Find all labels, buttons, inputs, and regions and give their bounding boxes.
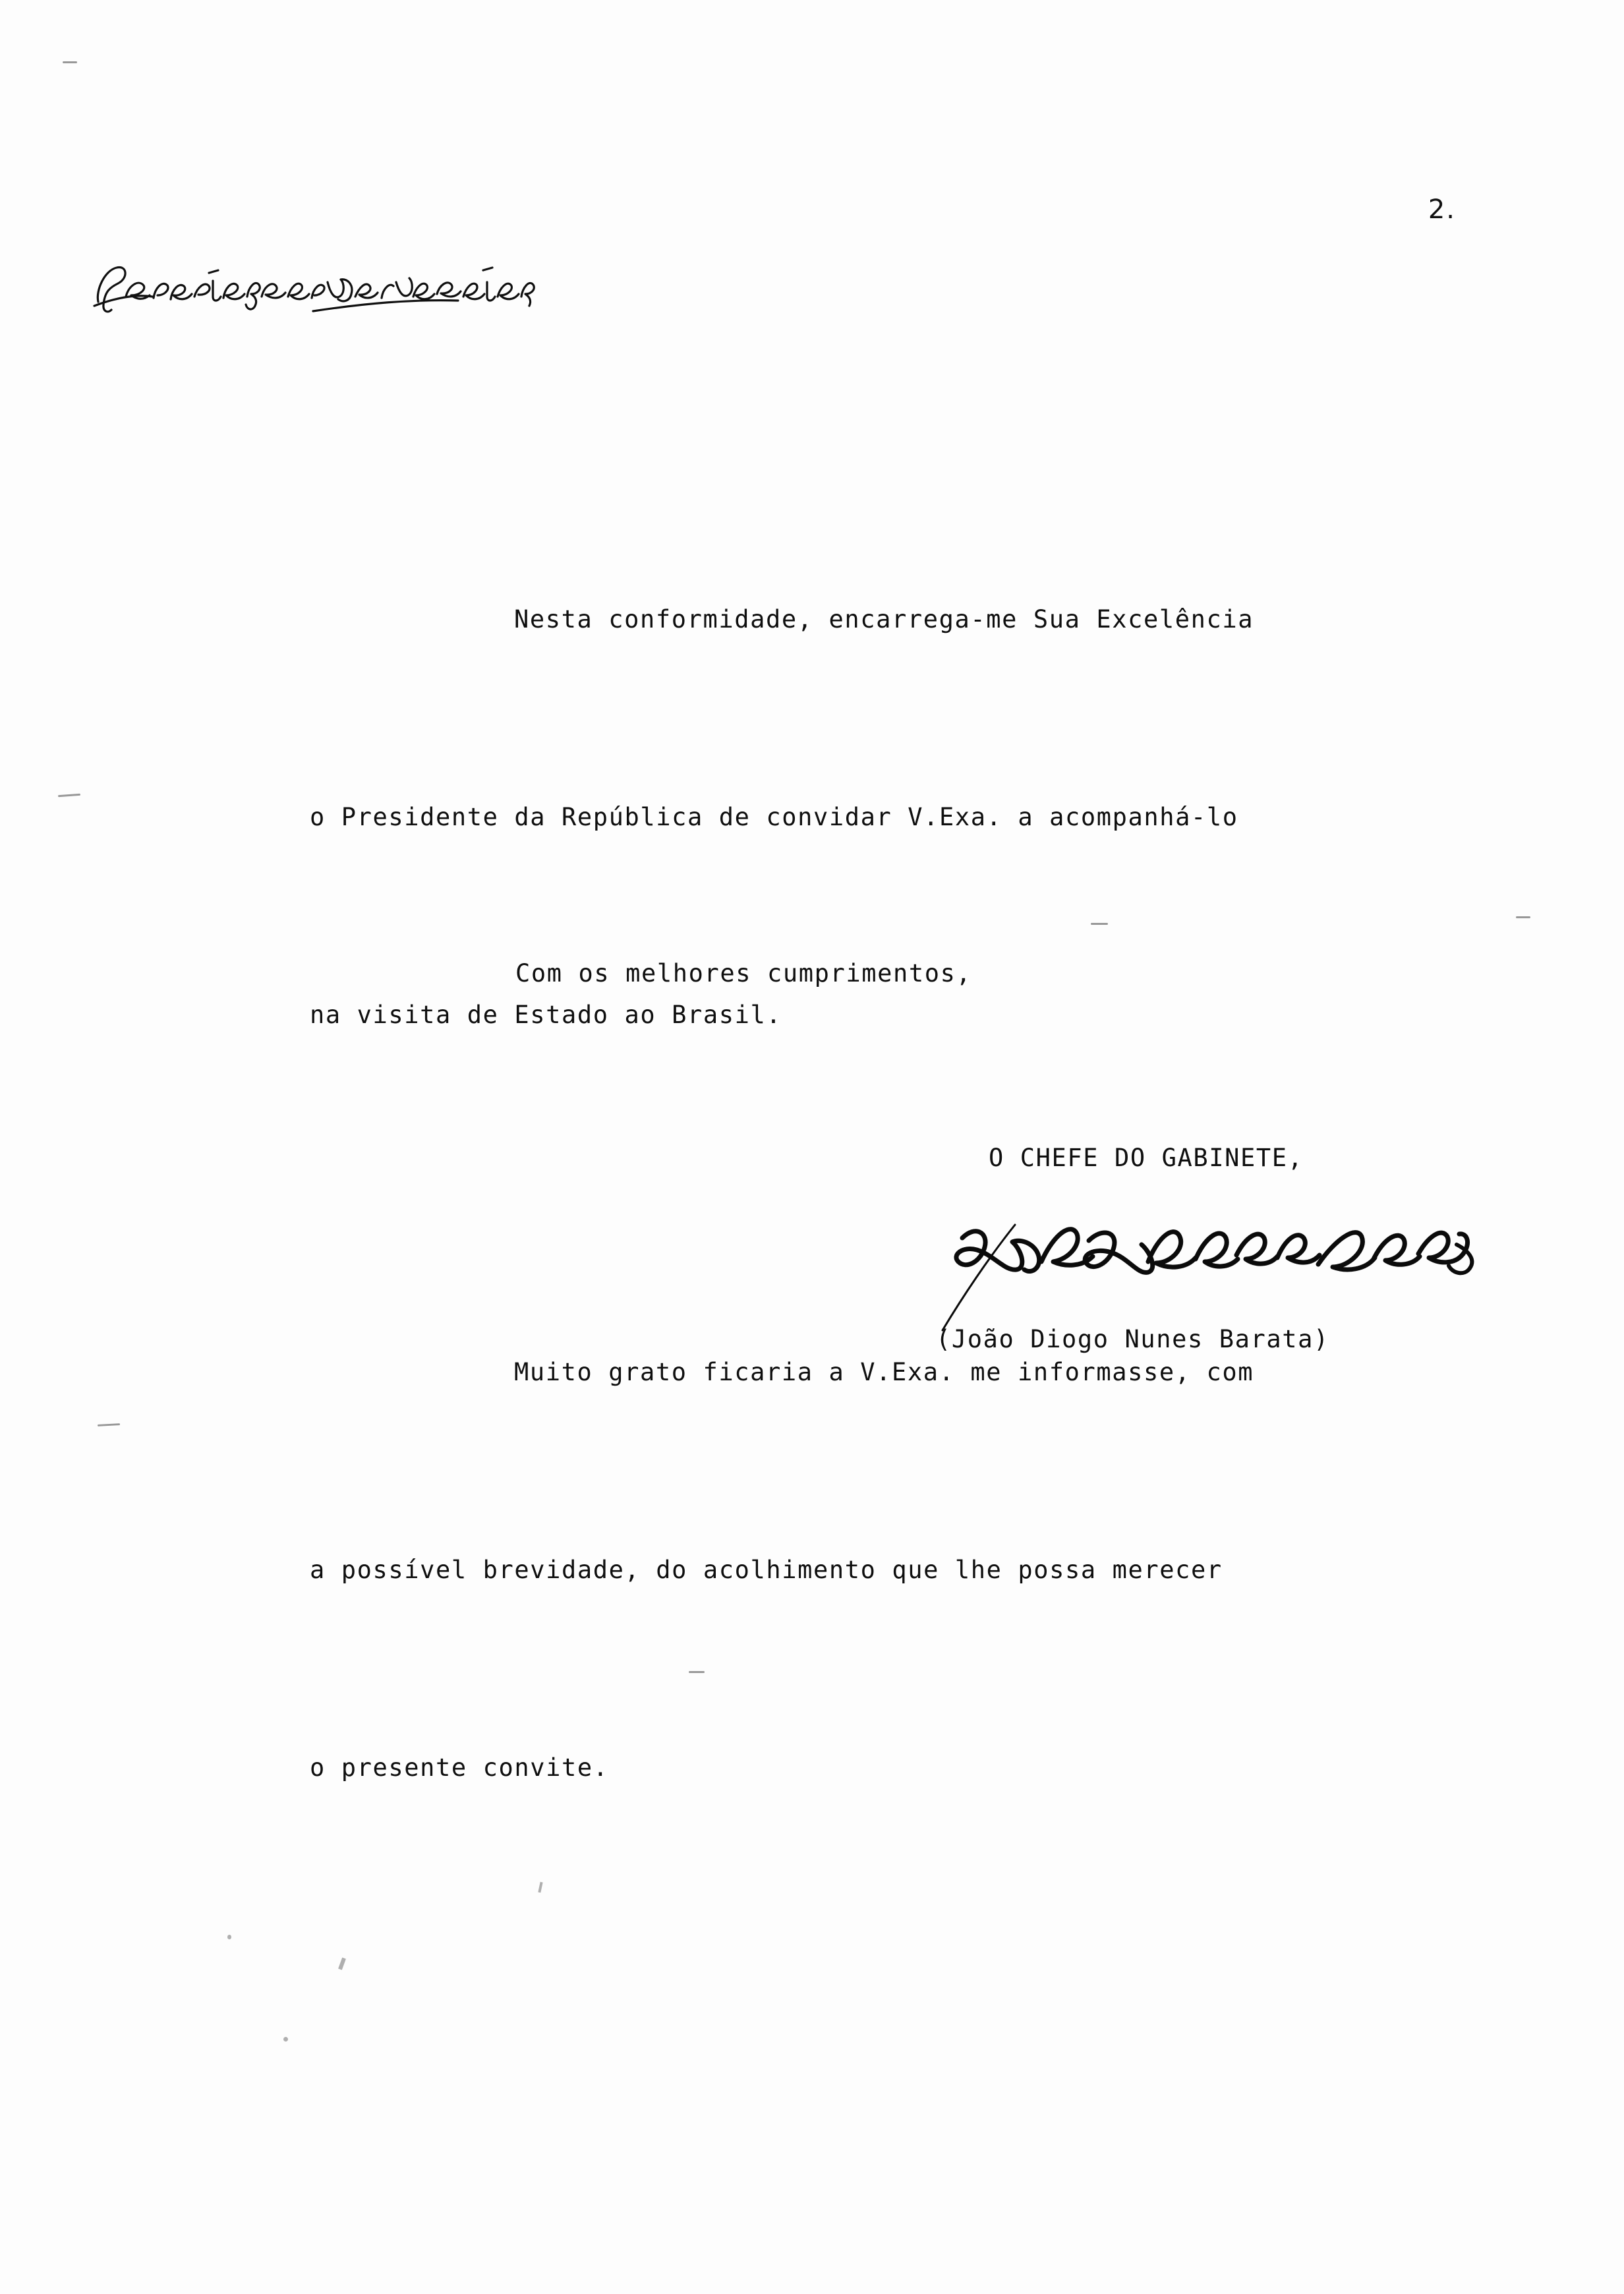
signatory-title: O CHEFE DO GABINETE, [989,1144,1304,1172]
signature-block [936,1144,1516,1353]
scan-artifact [283,2037,288,2042]
closing-line: Com os melhores cumprimentos, [515,959,972,987]
scan-artifact [63,61,77,63]
scan-artifact [689,1671,705,1673]
paragraph-2-line-3: o presente convite. [310,1753,609,1782]
scan-artifact [227,1935,231,1939]
paragraph-1 [310,455,1529,1180]
paragraph-1-line-3: na visita de Estado ao Brasil. [310,1001,782,1029]
scan-artifact [58,794,80,797]
handwritten-signature-icon [916,1198,1516,1337]
letterhead-logo [89,250,682,323]
scan-artifact [1091,923,1108,925]
paragraph-1-line-1: Nesta conformidade, encarrega-me Sua Excelência [514,605,1254,633]
signatory-name: (João Diogo Nunes Barata) [936,1325,1329,1353]
paragraph-2-line-1: Muito grato ficaria a V.Exa. me informasse, com [514,1358,1254,1386]
paragraph-1-line-2: o Presidente da República de convidar V.Exa. a acompanhá-lo [310,803,1238,831]
scan-artifact [1516,916,1530,918]
scan-artifact [98,1423,120,1426]
page-number: 2. [1428,194,1456,225]
paragraph-2-line-2: a possível brevidade, do acolhimento que lhe possa merecer [310,1556,1223,1584]
